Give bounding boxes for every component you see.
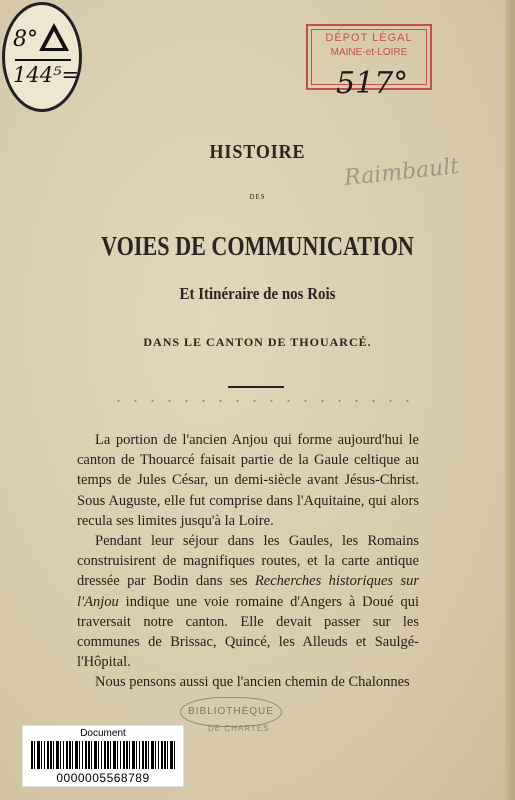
- shelfmark-stamp: [2, 2, 82, 112]
- title-des: DES: [249, 193, 266, 201]
- depot-number: 517°: [336, 66, 409, 101]
- shelfmark-line1: 8°: [13, 27, 38, 52]
- triangle-icon: [39, 23, 69, 51]
- shelfmark-rule: [15, 59, 71, 61]
- title-histoire: HISTOIRE: [209, 141, 306, 163]
- title-divider: [228, 386, 284, 388]
- body-text: [77, 430, 419, 693]
- library-stamp: BIBLIOTHÈQUE: [180, 697, 282, 727]
- paragraph-2-start: Pendant leur séjour dans les Gaules, les Romains construisirent de magnifiques routes, et la carte antique dressée par Bodin dans ses: [77, 533, 419, 590]
- depot-stamp-line1: DÉPOT LÉGAL: [325, 32, 413, 44]
- subtitle: Et Itinéraire de nos Rois: [179, 284, 336, 303]
- barcode-label: [22, 725, 184, 787]
- shelfmark-line2: 144⁵=: [13, 63, 80, 87]
- barcode-bars: [31, 741, 175, 769]
- barcode-title: Document: [80, 728, 126, 739]
- print-specks: [110, 398, 410, 404]
- title-canton: DANS LE CANTON DE THOUARCÉ.: [143, 335, 372, 349]
- depot-stamp-line2: MAINE-et-LOIRE: [330, 47, 408, 58]
- title-main: VOIES DE COMMUNICATION: [101, 231, 414, 261]
- library-stamp-sub: DE CHARTES: [208, 724, 270, 733]
- paragraph-2-end: indique une voie romaine d'Angers à Doué qui traversait notre canton. Elle devait passer sur les communes de Brissac, Quincé, les Alleuds et Saulgé-l'Hôpital.: [77, 593, 419, 671]
- barcode-number: 0000005568789: [56, 771, 150, 785]
- handwritten-signature: Raimbault: [343, 154, 461, 191]
- paragraph-2-italic: Recherches historiques sur l'Anjou: [77, 573, 420, 610]
- paragraph-3: Nous pensons aussi que l'ancien chemin de Chalonnes: [95, 674, 410, 691]
- paragraph-2: [77, 531, 419, 672]
- paragraph-1: La portion de l'ancien Anjou qui forme aujourd'hui le canton de Thouarcé faisait partie de la Gaule celtique au temps de Jules César, un demi-siècle avant Jésus-Christ. Sous Auguste, elle fut comprise dans l'Aquitaine, qui alors recula ses limites jusqu'à la Loire.: [77, 432, 419, 529]
- page-edge: [505, 0, 515, 800]
